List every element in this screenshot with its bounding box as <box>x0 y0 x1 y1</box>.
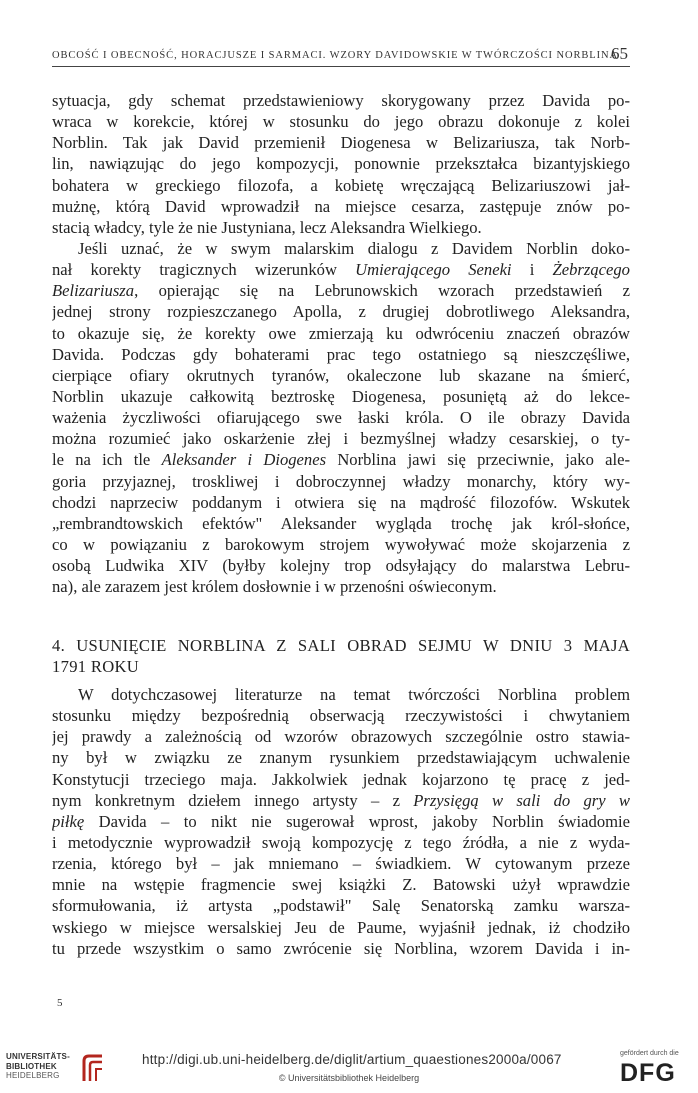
text-line <box>52 449 630 470</box>
artwork-title: piłkę <box>52 811 85 831</box>
text-run: i <box>511 260 553 280</box>
permalink-url[interactable]: http://digi.ub.uni-heidelberg.de/diglit/artium_quaestiones2000a/0067 <box>142 1052 562 1067</box>
text-line <box>52 259 630 280</box>
text-line: sytuacja, gdy schemat przedstawieniowy skorygowany przez Davida po- <box>52 91 630 110</box>
text-line: cierpiące ofiary okrutnych tyranów, okaleczone lub skazane na śmierć, <box>52 365 630 385</box>
text-line: lin, nawiązując do jego kompozycji, ponownie przekształca bizantyjskiego <box>52 154 630 174</box>
paragraph-3 <box>52 684 630 959</box>
text-line <box>52 280 630 301</box>
running-head <box>52 44 630 67</box>
library-name-line: BIBLIOTHEK <box>6 1061 57 1071</box>
text-line: mnie na wstępie fragmencie swej książki Z. Batowski użył wprawdzie <box>52 875 630 895</box>
text-run: nał korekty tragicznych wizerunków <box>52 260 356 280</box>
text-run: Davida – to nikt nie sugerował wprost, jakoby Norblin świadomie <box>84 811 630 831</box>
running-title: OBCOŚĆ I OBECNOŚĆ, HORACJUSZE I SARMACI. WZORY DAVIDOWSKIE W TWÓRCZOŚCI NORBLINA <box>52 50 618 61</box>
text-line: rzenia, którego był – jak mniemano – świadkiem. W cytowanym przeze <box>52 854 630 874</box>
artwork-title: Żebrzącego <box>552 260 630 280</box>
dfg-caption: gefördert durch die <box>620 1050 679 1057</box>
text-line: „rembrandtowskich efektów" Aleksander wygląda trochę jak król-słońce, <box>52 513 630 533</box>
text-line: Norblin. Tak jak David przemienił Diogenesa w Belizariusza, tak Norb- <box>52 133 630 153</box>
text-line: Davida. Podczas gdy bohaterami prac tego ostatniego są nieszczęśliwe, <box>52 344 630 364</box>
text-line: można rozumieć jako oskarżenie złej i bezmyślnej władzy cesarskiej, o ty- <box>52 429 630 449</box>
text-line: jednej strony rozpieszczanego Apolla, z drugiej dobrotliwego Aleksandra, <box>52 302 630 322</box>
heading-line: 1791 ROKU <box>52 657 140 676</box>
text-line: co w powiązaniu z barokowym strojem wywoływać może skojarzenia z <box>52 534 630 554</box>
text-line: ważenia życzliwości ofiarującego swe łaski króla. O ile obrazy Davida <box>52 408 630 428</box>
text-line: goria przyjaznej, troskliwej i dobroczynnej władzy monarchy, który wy- <box>52 471 630 491</box>
text-line: wskiego w miejsce wersalskiej Jeu de Paume, wyjaśnił jednak, iż chodziło <box>52 917 630 937</box>
paragraph-1 <box>52 90 630 238</box>
digitization-footer <box>0 1040 698 1093</box>
text-run: le na ich tle <box>52 450 162 470</box>
text-line: i metodycznie wyprowadził swoją kompozycję z tego źródła, a nie z wyda- <box>52 832 630 852</box>
text-run: , opierając się na Lebrunowskich wzorach przedstawień z <box>134 281 630 301</box>
text-run: Norblina jawi się przeciwnie, jako ale- <box>326 450 630 470</box>
text-line: stosunku między bezpośrednią obserwacją rzeczywistości i chwytaniem <box>52 706 630 726</box>
heading-line: 4. USUNIĘCIE NORBLINA Z SALI OBRAD SEJMU W DNIU 3 MAJA <box>52 636 630 655</box>
text-line: tu przede wszystkim o samo zwrócenie się Norblina, wzorem Davida i in- <box>52 938 630 958</box>
text-run: nym konkretnym dziełem innego artysty – z <box>52 790 414 810</box>
library-name-line: UNIVERSITÄTS- <box>6 1052 70 1061</box>
text-line: Konstytucji trzeciego maja. Jakkolwiek jednak kojarzono tę pracę z jed- <box>52 769 630 789</box>
library-emblem-icon <box>80 1053 106 1083</box>
text-line <box>52 811 630 832</box>
text-line: stacią władcy, tyle że nie Justyniana, lecz Aleksandra Wielkiego. <box>52 217 482 237</box>
text-line: wraca w korekcie, której w stosunku do jego obrazu dokonuje z kolei <box>52 112 630 132</box>
text-line <box>52 790 630 811</box>
text-line: bohatera w greckiego filozofa, a kobietę wręczającą Belizariuszowi jał- <box>52 175 630 195</box>
text-line: ny był w związku ze znanym rysunkiem przedstawiającym uchwalenie <box>52 748 630 768</box>
library-logo[interactable] <box>6 1052 116 1086</box>
text-line: osobą Ludwika XIV (byłby kolejny trop odsyłający do malarstwa Lebru- <box>52 556 630 576</box>
text-line: Jeśli uznać, że w swym malarskim dialogu z Davidem Norblin doko- <box>78 239 630 258</box>
text-line: Norblin ukazuje całkowitą beztroskę Diogenesa, posuniętą aż do lekce- <box>52 386 630 406</box>
text-line: sformułowania, iż artysta „podstawił" Salę Senatorską zamku warsza- <box>52 896 630 916</box>
dfg-logo[interactable]: DFG <box>620 1059 676 1087</box>
copyright-notice: © Universitätsbibliothek Heidelberg <box>278 1073 420 1083</box>
artwork-title: Belizariusza <box>52 281 135 301</box>
page-number: 65 <box>611 44 628 63</box>
text-line: mużnę, którą David wprowadził na miejsce cesarza, zastępuje znów po- <box>52 196 630 216</box>
artwork-title: Aleksander i Diogenes <box>161 450 327 470</box>
library-name-line: HEIDELBERG <box>6 1071 60 1080</box>
paragraph-2 <box>52 238 630 597</box>
text-line: chodzi naprzeciw poddanym i otwiera się na mądrość filozofów. Wskutek <box>52 492 630 512</box>
artwork-title: Przysięgą w sali do gry w <box>413 790 630 810</box>
artwork-title: Umierającego Seneki <box>355 260 512 280</box>
text-line: na), ale zarazem jest królem dosłownie i w przenośni oświeconym. <box>52 577 497 597</box>
section-heading <box>52 635 630 677</box>
text-line: to okazuje się, że korekty owe zmierzają ku odwróceniu znaczeń obrazów <box>52 323 630 343</box>
footnote-mark: 5 <box>57 997 63 1009</box>
text-line: jej prawdy a zależnością od wzorów obrazowych szczególnie ostro stawia- <box>52 727 630 747</box>
text-line: W dotychczasowej literaturze na temat twórczości Norblina problem <box>78 685 630 704</box>
